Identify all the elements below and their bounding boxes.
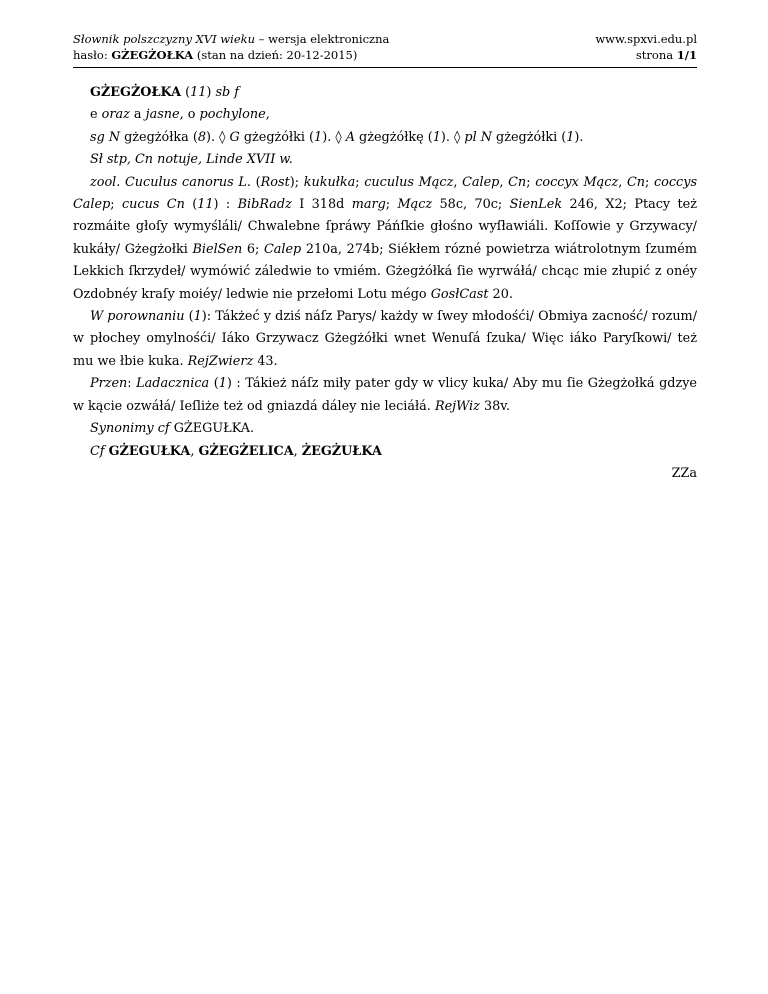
text-segment: ; [645, 174, 655, 190]
text-segment: ; [385, 197, 398, 213]
header-date: (stan na dzień: 20-12-2015) [193, 48, 358, 62]
header-right [595, 31, 697, 63]
dictionary-version: – wersja elektroniczna [255, 32, 390, 46]
text-segment: 20. [488, 286, 513, 302]
text-segment: ( [184, 197, 198, 213]
page-label: strona [635, 48, 677, 62]
italic-segment: GosłCast [430, 286, 489, 302]
cross-ref-link[interactable]: ŻEGŻUŁKA [301, 443, 382, 459]
italic-segment: cucus Cn [122, 197, 185, 213]
author-initials: ZZa [671, 465, 697, 481]
italic-segment: cuculus Mącz [364, 174, 454, 190]
entry-count: 11 [190, 85, 207, 100]
text-segment: ; [526, 174, 536, 190]
synonyms-value: GŻEGUŁKA. [169, 421, 255, 437]
page-header [73, 31, 697, 65]
text-segment: ) : [213, 197, 238, 213]
italic-segment: W porownaniu [90, 309, 185, 325]
italic-segment: Mącz [397, 197, 433, 213]
cf-separator: , [293, 443, 302, 459]
dictionary-entry [73, 82, 697, 485]
text-segment: 246, X2; Ptacy też rozmáite głoſy wymyśláli/ Chwalebne ſpráwy Páńſkie głośno wyſławiáli. Koſſowie y Grzywacy/ kukáły/ Gżegżołki [73, 197, 697, 257]
italic-segment: 8 [197, 129, 206, 145]
cross-reference-line [73, 441, 697, 463]
text-segment: ). [574, 129, 584, 145]
text-segment: ). ◊ [206, 129, 230, 145]
italic-segment: pl N [464, 129, 492, 145]
text-segment: , [453, 174, 463, 190]
text-segment: ); [289, 174, 304, 190]
text-segment: ; [355, 174, 365, 190]
text-segment: gżegżółki ( [491, 129, 567, 145]
text-segment: 6; [242, 241, 264, 257]
page-number-line [595, 47, 697, 63]
text-segment: ). ◊ [440, 129, 465, 145]
text-segment: gżegżółki ( [239, 129, 315, 145]
text-segment: a [133, 107, 142, 123]
text-segment: ( [209, 376, 219, 392]
italic-segment: A [345, 129, 355, 145]
italic-segment: Ladacznica [136, 376, 210, 392]
text-segment: : [127, 376, 137, 392]
italic-segment: coccys Calep [73, 174, 698, 213]
text-segment: 58c, 70c; [432, 197, 510, 213]
text-segment: 38v. [479, 398, 511, 414]
definition-paragraph [73, 172, 697, 306]
text-segment: ). ◊ [322, 129, 346, 145]
text-segment: gżegżółkę ( [354, 129, 433, 145]
header-divider [73, 67, 697, 68]
italic-segment: Rost [260, 174, 290, 190]
italic-segment: G [229, 129, 240, 145]
count-open: ( [181, 85, 191, 100]
count-close: ) [206, 85, 216, 100]
synonyms-line [73, 418, 697, 440]
italic-segment: Cn [626, 174, 645, 190]
text-segment: ): Tákżeć y dziś náſz Parys/ każdy w ſwey młodośći/ Obmiya zacność/ rozum/ w płochey omylnośći/ Iáko Grzywacz Gżegżółki wnet Wenuſá ſzuka/ Więc iáko Paryſkowi/ też mu we łbie kuka. [73, 309, 698, 369]
page-number: 1/1 [676, 48, 697, 62]
cf-label: Cf [90, 443, 105, 459]
text-segment: 210a, 274b; Siékłem rózné powietrza wiátrolotnym ſzumém Lekkich ſkrzydeł/ wymówić záledwie to vmiém. Gżegżółká ſie wyrwáłá/ chcąc mie złupić z onéy Ozdobnéy kraſy moiéy/ ledwie nie przełomi Lotu mégo [73, 241, 697, 302]
cf-separator: , [190, 443, 199, 459]
text-segment: e [90, 107, 98, 123]
header-dictionary-line [73, 31, 389, 47]
header-entry-label: hasło: [73, 48, 112, 62]
text-segment: ( [184, 309, 194, 325]
synonyms-label: Synonimy cf [90, 421, 170, 437]
italic-segment: RejZwierz [187, 353, 254, 369]
italic-segment: BibRadz [237, 197, 292, 213]
italic-segment: 1 [314, 129, 323, 145]
part-of-speech: sb f [215, 85, 240, 100]
italic-segment: kukułka [303, 174, 356, 190]
text-segment: , [265, 107, 270, 123]
italic-segment: pochylone [199, 107, 266, 123]
spelling-variants [73, 104, 697, 126]
italic-segment: Calep [462, 174, 500, 190]
italic-segment: jasne [141, 107, 180, 123]
italic-segment: marg [351, 197, 386, 213]
header-entry-line [73, 47, 389, 63]
italic-segment: SienLek [509, 197, 563, 213]
cross-ref-link[interactable]: GŻEGŻELICA [198, 443, 294, 459]
entry-headword: GŻEGŻOŁKA [90, 85, 182, 100]
site-url: www.spxvi.edu.pl [595, 32, 697, 46]
text-segment: , [618, 174, 627, 190]
italic-segment: sg N [90, 129, 121, 145]
italic-segment: 1 [193, 309, 202, 325]
italic-segment: oraz [97, 107, 134, 123]
text-segment: ; [110, 197, 122, 213]
italic-segment: BielSen [192, 241, 243, 257]
text-segment: 43. [253, 353, 278, 369]
italic-segment: 11 [197, 197, 214, 213]
text-segment: ) : Tákież náſz miły pater gdy w vlicy kuka/ Aby mu ſie Gżegżołká gdzye w kącie ozwáłá/ Ieſliże też od gniazdá dáley nie leciáłá. [73, 376, 697, 414]
italic-segment: 1 [432, 129, 441, 145]
italic-segment: coccyx Mącz [535, 174, 619, 190]
dictionary-title: Słownik polszczyzny XVI wieku [73, 32, 256, 46]
text-segment: , o [179, 107, 200, 123]
header-headword: GŻEGŻOŁKA [111, 48, 194, 62]
italic-segment: Przen [90, 376, 128, 392]
cross-ref-link[interactable]: GŻEGUŁKA [108, 443, 191, 459]
italic-segment: 1 [566, 129, 575, 145]
text-segment: gżegżółka ( [120, 129, 198, 145]
text-segment: , [499, 174, 509, 190]
italic-segment: 1 [218, 376, 227, 392]
sources-line: Sł stp, Cn notuje, Linde XVII w. [90, 152, 293, 168]
italic-segment: zool. Cuculus canorus L. [90, 174, 251, 190]
inflection-line [73, 127, 697, 149]
italic-segment: RejWiz [434, 398, 480, 414]
entry-head-line [73, 82, 697, 104]
header-left [73, 31, 389, 63]
italic-segment: Calep [263, 241, 302, 257]
text-segment: I 318d [291, 197, 352, 213]
text-segment: ( [250, 174, 261, 190]
proverb-paragraph [73, 373, 697, 418]
comparison-paragraph [73, 306, 697, 373]
italic-segment: Cn [508, 174, 527, 190]
